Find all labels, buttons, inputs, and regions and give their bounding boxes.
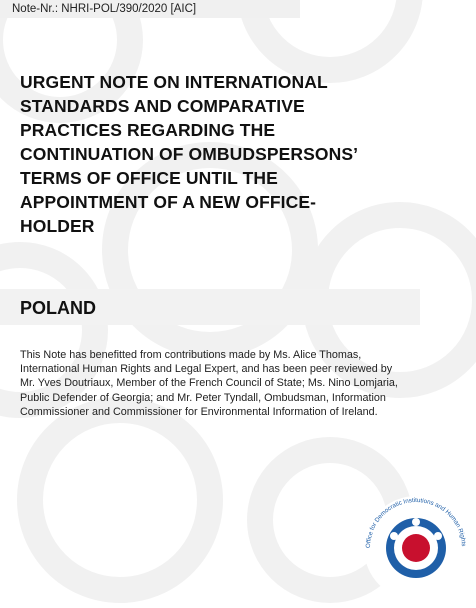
logo-emblem-icon (386, 518, 446, 578)
country-name: POLAND (20, 298, 96, 318)
logo-arc-text: Office for Democratic Institutions and Human Rights (364, 496, 467, 549)
note-number: Note-Nr.: NHRI-POL/390/2020 [AIC] (0, 0, 300, 18)
contributors-note: This Note has benefitted from contributions made by Ms. Alice Thomas, International Human Rights and Legal Expert, and has been peer reviewed by Mr. Yves Doutriaux, Member of the French Council of State; Ms. Nino Lomjaria, Public Defender of Georgia; and Mr. Peter Tyndall, Ombudsman, Information Commissioner and Commissioner for Environmental Information of Ireland. (20, 349, 398, 418)
odihr-logo (356, 488, 476, 608)
document-title: URGENT NOTE ON INTERNATIONAL STANDARDS AND COMPARATIVE PRACTICES REGARDING THE CONTINUATION OF OMBUDSPERSONS’ TERMS OF OFFICE UNTIL THE APPOINTMENT OF A NEW OFFICE-HOLDER (20, 72, 358, 236)
